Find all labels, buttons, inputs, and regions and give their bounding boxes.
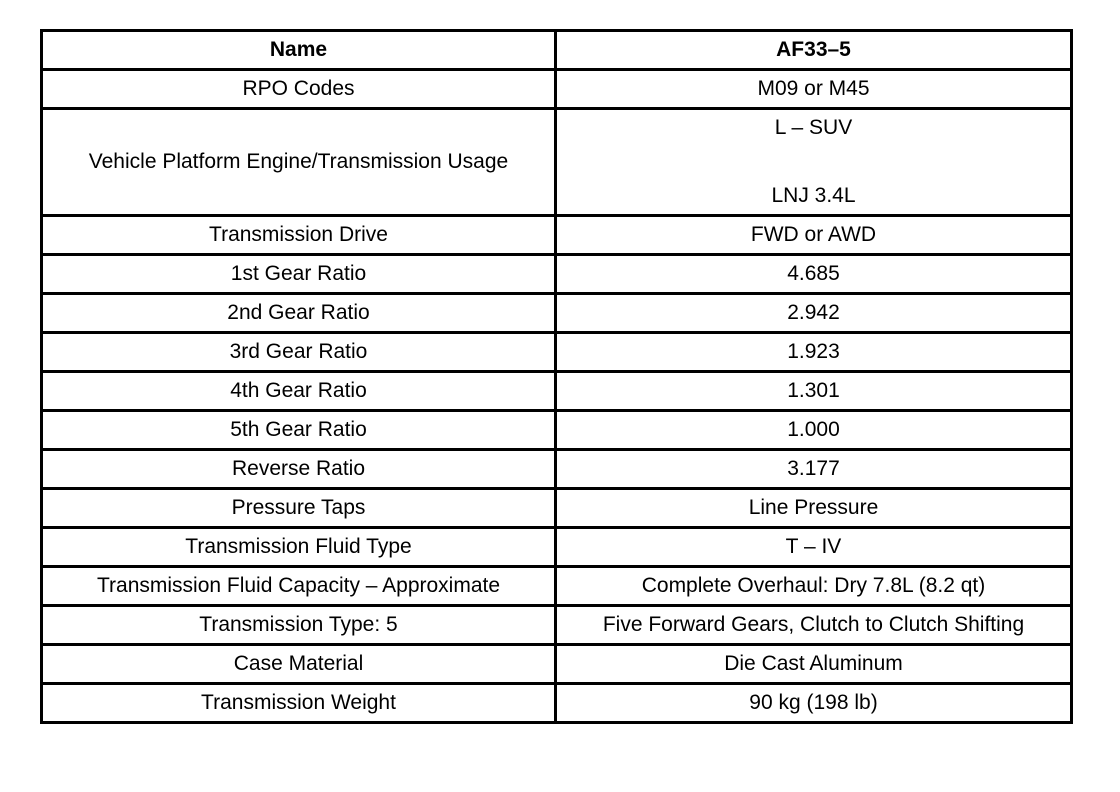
row-label: 5th Gear Ratio — [42, 411, 556, 450]
table-row — [42, 450, 1072, 489]
row-value: M09 or M45 — [556, 70, 1072, 109]
table-row — [42, 411, 1072, 450]
row-value: 1.923 — [556, 333, 1072, 372]
row-value: T – IV — [556, 528, 1072, 567]
row-value: Complete Overhaul: Dry 7.8L (8.2 qt) — [556, 567, 1072, 606]
table-row — [42, 567, 1072, 606]
row-value: 2.942 — [556, 294, 1072, 333]
table-row — [42, 333, 1072, 372]
table-row — [42, 109, 1072, 216]
header-model-cell: AF33–5 — [556, 31, 1072, 70]
row-value: 4.685 — [556, 255, 1072, 294]
row-value: 90 kg (198 lb) — [556, 684, 1072, 723]
header-name-cell: Name — [42, 31, 556, 70]
table-row — [42, 216, 1072, 255]
specifications-table — [40, 29, 1073, 724]
row-label: Vehicle Platform Engine/Transmission Usage — [42, 109, 556, 216]
table-header-row — [42, 31, 1072, 70]
row-label: Transmission Type: 5 — [42, 606, 556, 645]
table-row — [42, 606, 1072, 645]
row-value: Five Forward Gears, Clutch to Clutch Shifting — [556, 606, 1072, 645]
table-row — [42, 372, 1072, 411]
row-value-line: L – SUV — [774, 116, 853, 139]
table-row — [42, 528, 1072, 567]
row-value-line: LNJ 3.4L — [771, 184, 856, 207]
table-row — [42, 70, 1072, 109]
row-label: Reverse Ratio — [42, 450, 556, 489]
row-value: Line Pressure — [556, 489, 1072, 528]
row-label: 1st Gear Ratio — [42, 255, 556, 294]
row-value — [556, 109, 1072, 216]
row-label: Case Material — [42, 645, 556, 684]
row-label: Transmission Weight — [42, 684, 556, 723]
row-label: 3rd Gear Ratio — [42, 333, 556, 372]
row-value: 1.000 — [556, 411, 1072, 450]
table-row — [42, 489, 1072, 528]
row-label: 4th Gear Ratio — [42, 372, 556, 411]
row-value: Die Cast Aluminum — [556, 645, 1072, 684]
row-label: RPO Codes — [42, 70, 556, 109]
table-row — [42, 255, 1072, 294]
row-label: 2nd Gear Ratio — [42, 294, 556, 333]
table-row — [42, 684, 1072, 723]
table-row — [42, 294, 1072, 333]
row-value: FWD or AWD — [556, 216, 1072, 255]
table-row — [42, 645, 1072, 684]
row-label: Transmission Fluid Capacity – Approximate — [42, 567, 556, 606]
row-label: Pressure Taps — [42, 489, 556, 528]
row-label: Transmission Drive — [42, 216, 556, 255]
row-value: 1.301 — [556, 372, 1072, 411]
row-value: 3.177 — [556, 450, 1072, 489]
row-label: Transmission Fluid Type — [42, 528, 556, 567]
